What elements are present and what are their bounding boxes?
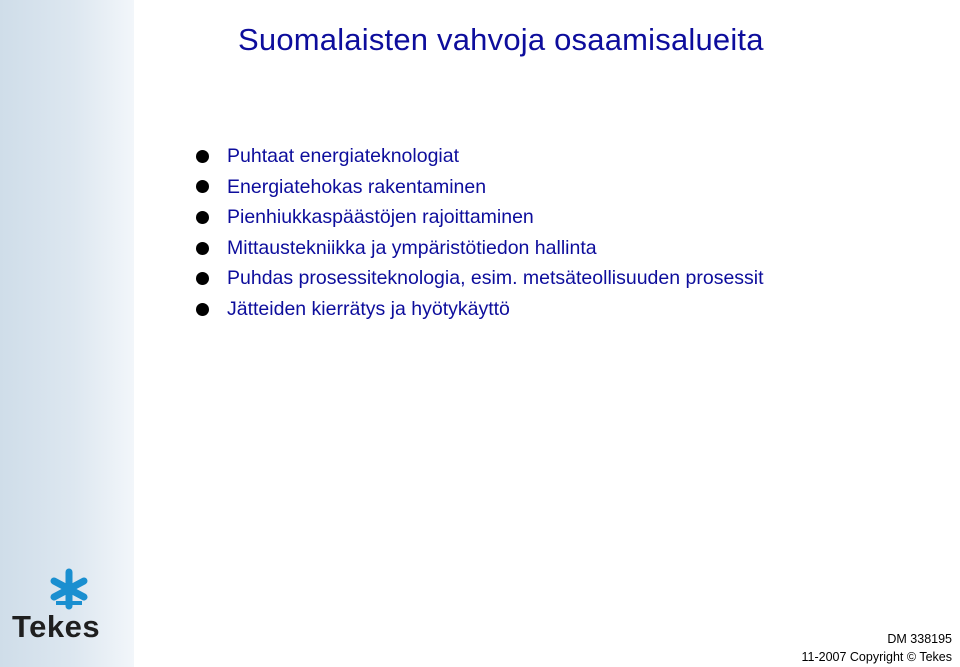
bullet-text: Puhdas prosessiteknologia, esim. metsäteollisuuden prosessit	[227, 267, 764, 290]
bullet-item	[196, 233, 764, 264]
bullet-dot-icon	[196, 242, 209, 255]
bullet-text: Jätteiden kierrätys ja hyötykäyttö	[227, 297, 510, 320]
bullet-item	[196, 172, 764, 203]
bullet-item	[196, 263, 764, 294]
bullet-dot-icon	[196, 211, 209, 224]
copyright-text: 11-2007 Copyright © Tekes	[801, 650, 952, 664]
tekes-wordmark: Tekes	[12, 609, 101, 644]
bullet-dot-icon	[196, 150, 209, 163]
bullet-item	[196, 294, 764, 325]
bullet-text: Puhtaat energiateknologiat	[227, 145, 460, 167]
bullet-dot-icon	[196, 272, 209, 285]
document-id: DM 338195	[887, 632, 952, 646]
side-band	[0, 0, 134, 667]
slide-title: Suomalaisten vahvoja osaamisalueita	[238, 22, 764, 57]
bullet-text: Pienhiukkaspäästöjen rajoittaminen	[227, 206, 534, 229]
bullet-list	[196, 141, 764, 325]
bullet-dot-icon	[196, 303, 209, 316]
bullet-text: Mittaustekniikka ja ympäristötiedon hallinta	[227, 236, 597, 259]
bullet-item	[196, 141, 764, 172]
bullet-text: Energiatehokas rakentaminen	[227, 175, 487, 198]
bullet-item	[196, 202, 764, 233]
bullet-dot-icon	[196, 180, 209, 193]
